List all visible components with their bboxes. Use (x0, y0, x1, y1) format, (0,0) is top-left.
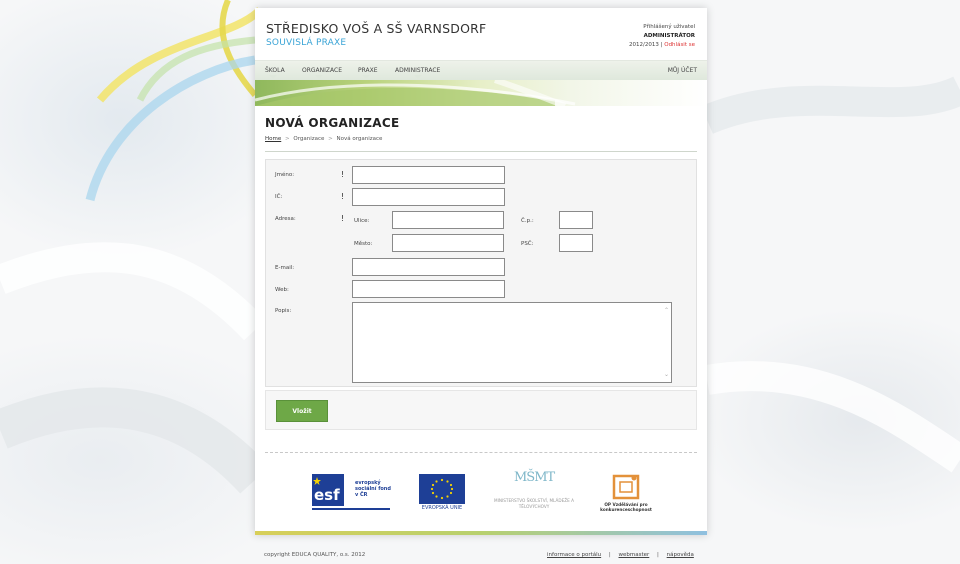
required-icon: ! (341, 214, 345, 223)
psc-field[interactable] (559, 234, 593, 252)
op-text: OP Vzdělávání pro konkurenceschopnost (600, 502, 652, 512)
required-icon: ! (341, 192, 345, 201)
nav-arrow-icon (315, 75, 323, 79)
page-title: NOVÁ ORGANIZACE (265, 116, 400, 130)
eu-text: EVROPSKÁ UNIE (421, 505, 463, 511)
ico-field[interactable] (352, 188, 505, 206)
eu-logo (419, 474, 465, 512)
city-field[interactable] (392, 234, 504, 252)
breadcrumb-organizace[interactable]: Organizace (293, 136, 325, 142)
footer-link-info[interactable]: informace o portálu (547, 552, 602, 558)
cp-field[interactable] (559, 211, 593, 229)
user-label: Přihlášený uživatel (643, 24, 695, 30)
nav-item-administrace[interactable]: ADMINISTRACE (395, 67, 441, 74)
breadcrumb (265, 136, 382, 142)
email-field[interactable] (352, 258, 505, 276)
user-meta (629, 41, 695, 50)
esf-text: evropský sociální fond v ČR (355, 480, 391, 498)
name-field[interactable] (352, 166, 505, 184)
street-label: Ulice: (354, 218, 370, 224)
desc-label: Popis: (275, 308, 292, 314)
esf-mark: esf (314, 486, 340, 504)
user-box (629, 23, 695, 50)
meta-separator: | (660, 42, 663, 48)
web-field[interactable] (352, 280, 505, 298)
cp-label: Č.p.: (521, 218, 534, 224)
op-logo (598, 472, 654, 514)
nav-item-skola[interactable]: ŠKOLA (265, 67, 285, 74)
submit-button[interactable]: Vložit (276, 400, 328, 422)
header (255, 8, 707, 60)
name-label: Jméno: (275, 172, 295, 178)
site-title: STŘEDISKO VOŠ A SŠ VARNSDORF (266, 21, 487, 36)
school-year: 2012/2013 (629, 42, 659, 48)
user-name: ADMINISTRÁTOR (643, 33, 695, 39)
desc-textarea[interactable] (352, 302, 672, 383)
nav-item-organizace[interactable]: ORGANIZACE (302, 67, 342, 74)
title-divider (265, 151, 697, 152)
nav-item-praxe[interactable]: PRAXE (358, 67, 378, 74)
ico-label: IČ: (275, 194, 283, 200)
breadcrumb-home[interactable]: Home (265, 136, 282, 142)
breadcrumb-separator: > (328, 136, 333, 142)
msmt-logo (492, 470, 576, 514)
form-actions (265, 390, 697, 430)
address-label: Adresa: (275, 216, 296, 222)
main-nav (255, 60, 707, 80)
site-subtitle: SOUVISLÁ PRAXE (266, 38, 347, 48)
esf-logo (312, 474, 390, 512)
footer-divider (265, 452, 697, 453)
msmt-mark: MŠMT (514, 470, 555, 485)
web-label: Web: (275, 287, 289, 293)
msmt-text: MINISTERSTVO ŠKOLSTVÍ, MLÁDEŽE A TĚLOVÝCHOVY (494, 498, 574, 509)
organization-form (265, 159, 697, 387)
logout-link[interactable]: Odhlásit se (664, 42, 695, 48)
street-field[interactable] (392, 211, 504, 229)
page-container (255, 8, 707, 535)
page-bottom-accent (255, 531, 707, 535)
nav-arrow-icon (414, 75, 422, 79)
email-label: E-mail: (275, 265, 295, 271)
partner-logos (255, 470, 707, 520)
psc-label: PSČ: (521, 241, 534, 247)
footer-link-webmaster[interactable]: webmaster (618, 552, 650, 558)
footer-separator: | (657, 552, 659, 558)
scroll-up-icon[interactable]: ⌃ (664, 307, 670, 314)
footer-links (547, 552, 694, 558)
required-icon: ! (341, 170, 345, 179)
breadcrumb-separator: > (285, 136, 290, 142)
footer-separator: | (608, 552, 611, 558)
nav-item-account[interactable]: MŮJ ÚČET (667, 67, 697, 74)
footer-copyright: copyright EDUCA QUALITY, o.s. 2012 (264, 552, 366, 558)
nav-arrow-icon (269, 75, 277, 79)
city-label: Město: (354, 241, 373, 247)
breadcrumb-current: Nová organizace (336, 136, 383, 142)
nav-arrow-icon (362, 75, 370, 79)
header-banner (255, 80, 707, 106)
scroll-down-icon[interactable]: ⌄ (664, 371, 670, 378)
footer-link-help[interactable]: nápověda (666, 552, 694, 558)
